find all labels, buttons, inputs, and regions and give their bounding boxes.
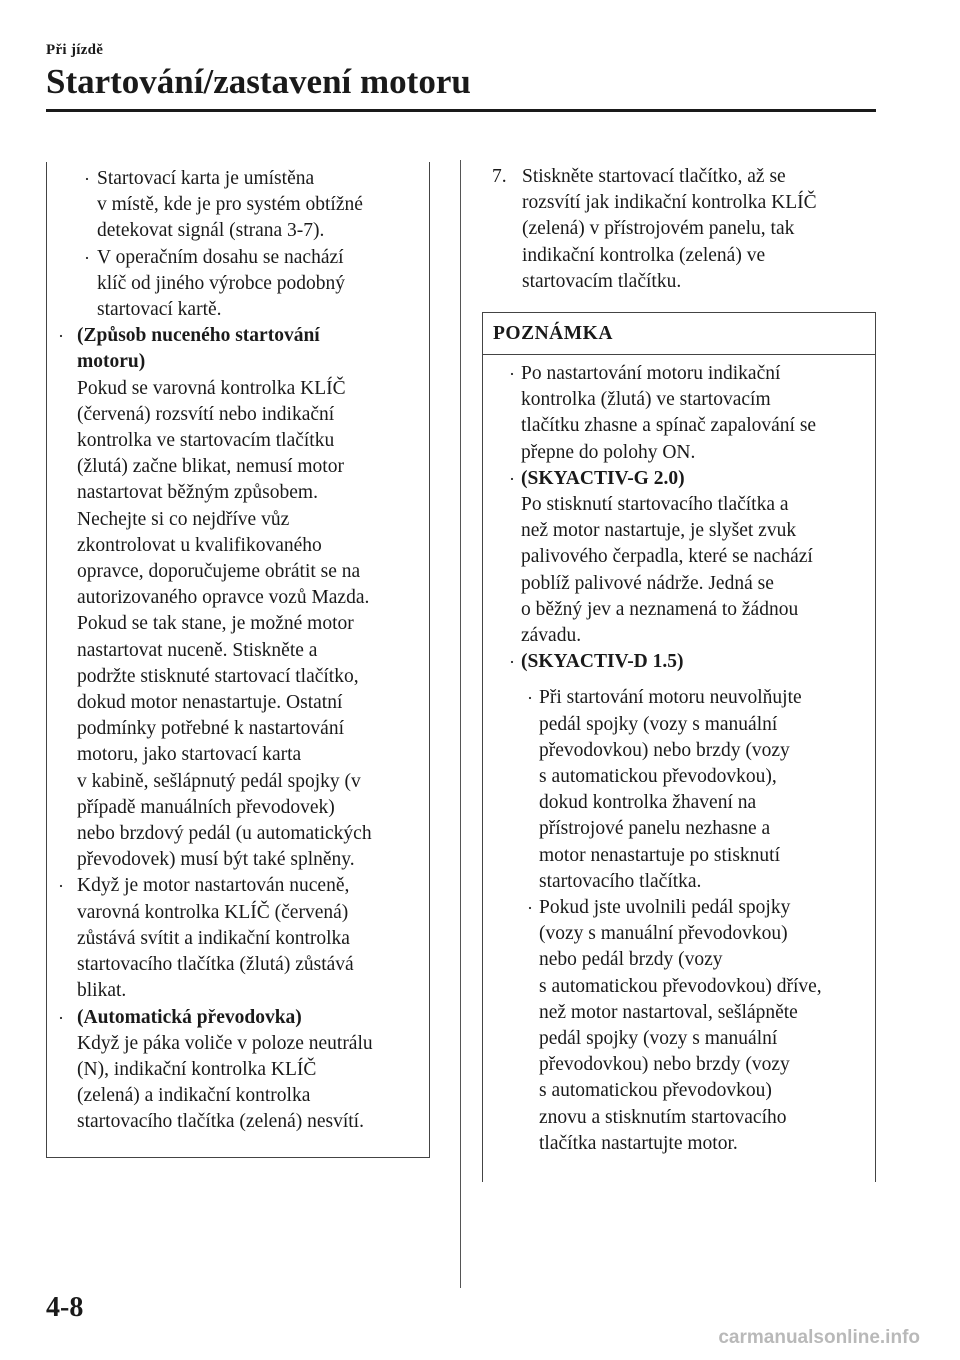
bullet-icon: · (84, 247, 90, 268)
text-line: Pokud se varovná kontrolka KLÍČ (77, 377, 346, 399)
bullet-forced-start-warning (47, 873, 429, 1004)
text-line: (vozy s manuální převodovkou) (539, 923, 788, 945)
text-line: blikat. (77, 980, 127, 1002)
text-line: Pokud jste uvolnili pedál spojky (539, 897, 791, 919)
text-block (77, 1031, 429, 1136)
text-line: startovacího tlačítka (zelená) nesvítí. (77, 1111, 364, 1133)
text-line: Po stisknutí startovacího tlačítka a (521, 494, 789, 516)
text-block (521, 492, 875, 649)
text-block (539, 685, 875, 895)
text-line: v místě, kde je pro systém obtížné (97, 194, 363, 216)
bullet-icon: · (58, 326, 64, 347)
text-line: startovací kartě. (97, 299, 222, 321)
sub-bullet-foreign-key (47, 245, 429, 324)
text-line: převodovkou) nebo brzdy (vozy (539, 739, 790, 761)
spacer (483, 675, 875, 685)
text-line: než motor nastartuje, je slyšet zvuk (521, 520, 797, 542)
bullet-heading (77, 323, 429, 375)
bullet-icon: · (58, 876, 64, 897)
text-line: podmínky potřebné k nastartování (77, 718, 344, 740)
page-title: Startování/zastavení motoru (46, 62, 471, 101)
text-line: (červená) rozsvítí nebo indikační (77, 403, 335, 425)
text-line: s automatickou převodovkou), (539, 766, 777, 788)
text-line: nebo brzdový pedál (u automatických (77, 823, 372, 845)
text-line: pedál spojky (vozy s manuální (539, 713, 778, 735)
bullet-heading (77, 1005, 429, 1031)
bullet-automatic-transmission (47, 1005, 429, 1136)
section-label: Při jízdě (46, 42, 104, 58)
note-sub-bullet-hold-pedal (483, 685, 875, 895)
text-line: zůstává svítit a indikační kontrolka (77, 927, 350, 949)
text-line: s automatickou převodovkou) dříve, (539, 975, 822, 997)
text-line: (SKYACTIV-D 1.5) (521, 651, 684, 673)
note-content (483, 361, 875, 1157)
text-line: (žlutá) začne blikat, nemusí motor (77, 456, 344, 478)
step-7 (492, 164, 882, 295)
bullet-heading (521, 466, 875, 492)
text-line: nastartovat nuceně. Stiskněte a (77, 639, 318, 661)
text-line: znovu a stisknutím startovacího (539, 1106, 787, 1128)
text-line: startovacím tlačítku. (522, 270, 682, 292)
text-line: autorizovaného opravce vozů Mazda. (77, 587, 370, 609)
note-bullet-skyactiv-g (483, 466, 875, 649)
text-line: (Automatická převodovka) (77, 1006, 302, 1028)
left-notice-content (47, 166, 429, 1136)
text-line: přepne do polohy ON. (521, 441, 696, 463)
text-line: rozsvítí jak indikační kontrolka KLÍČ (522, 192, 817, 214)
text-line: Stiskněte startovací tlačítko, až se (522, 166, 786, 187)
left-notice-box (46, 162, 430, 1158)
text-line: závadu. (521, 625, 582, 647)
text-line: o běžný jev a neznamená to žádnou (521, 598, 799, 620)
text-line: s automatickou převodovkou) (539, 1080, 772, 1102)
text-line: (zelená) v přístrojovém panelu, tak (522, 218, 795, 240)
text-line: (zelená) a indikační kontrolka (77, 1085, 311, 1107)
text-line: tlačítka nastartujte motor. (539, 1132, 738, 1154)
text-line: případě manuálních převodovek) (77, 796, 335, 818)
text-line: Pokud se tak stane, je možné motor (77, 613, 354, 635)
bullet-icon: · (509, 652, 515, 673)
text-line: převodovkou) nebo brzdy (vozy (539, 1054, 790, 1076)
text-line: dokud motor nenastartuje. Ostatní (77, 692, 343, 714)
text-block (539, 895, 875, 1157)
bullet-icon: · (509, 468, 515, 489)
text-line: dokud kontrolka žhavení na (539, 792, 757, 814)
text-line: startovacího tlačítka. (539, 870, 702, 892)
text-line: poblíž palivové nádrže. Jedná se (521, 572, 774, 594)
text-line: Když je páka voliče v poloze neutrálu (77, 1032, 373, 1054)
text-block (97, 166, 429, 245)
text-line: zkontrolovat u kvalifikovaného (77, 534, 322, 556)
bullet-icon: · (58, 1007, 64, 1028)
step-number: 7. (492, 166, 507, 187)
text-line: Nechejte si co nejdříve vůz (77, 508, 290, 530)
text-line: převodovek) musí být také splněny. (77, 849, 355, 871)
text-line: pedál spojky (vozy s manuální (539, 1028, 778, 1050)
text-line: Po nastartování motoru indikační (521, 363, 781, 384)
bullet-forced-start (47, 323, 429, 873)
text-line: (SKYACTIV-G 2.0) (521, 467, 685, 489)
text-block (521, 361, 875, 466)
text-line: (N), indikační kontrolka KLÍČ (77, 1058, 317, 1080)
column-divider (460, 160, 461, 1288)
bullet-heading (521, 649, 875, 675)
text-line: opravce, doporučujeme obrátit se na (77, 561, 361, 583)
note-heading: POZNÁMKA (483, 313, 875, 355)
note-box (482, 312, 876, 1182)
bullet-icon: · (509, 364, 515, 384)
text-line: nastartovat běžným způsobem. (77, 482, 318, 504)
header-rule (46, 109, 876, 112)
text-line: motoru, jako startovací karta (77, 744, 302, 766)
note-bullet-skyactiv-d (483, 649, 875, 675)
step-text (492, 164, 882, 295)
bullet-icon: · (527, 688, 533, 709)
text-line: podržte stisknuté startovací tlačítko, (77, 665, 359, 687)
text-line: v kabině, sešlápnutý pedál spojky (v (77, 770, 361, 792)
text-line: Při startování motoru neuvolňujte (539, 687, 802, 709)
text-line: varovná kontrolka KLÍČ (červená) (77, 901, 349, 923)
note-bullet-ignition (483, 361, 875, 466)
text-block (77, 873, 429, 1004)
text-line: motoru) (77, 351, 146, 373)
note-sub-bullet-released-pedal (483, 895, 875, 1157)
text-line: přístrojové panelu nezhasne a (539, 818, 771, 840)
text-line: startovacího tlačítka (žlutá) zůstává (77, 954, 354, 976)
text-line: než motor nastartoval, sešlápněte (539, 1001, 798, 1023)
text-block (97, 245, 429, 324)
text-line: tlačítku zhasne a spínač zapalování se (521, 415, 817, 437)
page-number: 4-8 (46, 1292, 84, 1323)
text-line: kontrolka (žlutá) ve startovacím (521, 389, 771, 411)
text-line: nebo pedál brzdy (vozy (539, 949, 723, 971)
text-line: klíč od jiného výrobce podobný (97, 272, 346, 294)
text-line: motor nenastartuje po stisknutí (539, 844, 781, 866)
bullet-icon: · (527, 898, 533, 919)
text-line: Startovací karta je umístěna (97, 168, 315, 189)
text-line: kontrolka ve startovacím tlačítku (77, 430, 335, 452)
text-line: palivového čerpadla, které se nachází (521, 546, 813, 568)
text-line: V operačním dosahu se nachází (97, 246, 344, 268)
watermark: carmanualsonline.info (718, 1327, 920, 1348)
bullet-icon: · (84, 169, 90, 189)
text-line: indikační kontrolka (zelená) ve (522, 244, 766, 266)
sub-bullet-card-location (47, 166, 429, 245)
text-line: detekovat signál (strana 3-7). (97, 220, 325, 242)
text-block (77, 376, 429, 874)
text-line: (Způsob nuceného startování (77, 325, 320, 347)
text-line: Když je motor nastartován nuceně, (77, 875, 350, 897)
